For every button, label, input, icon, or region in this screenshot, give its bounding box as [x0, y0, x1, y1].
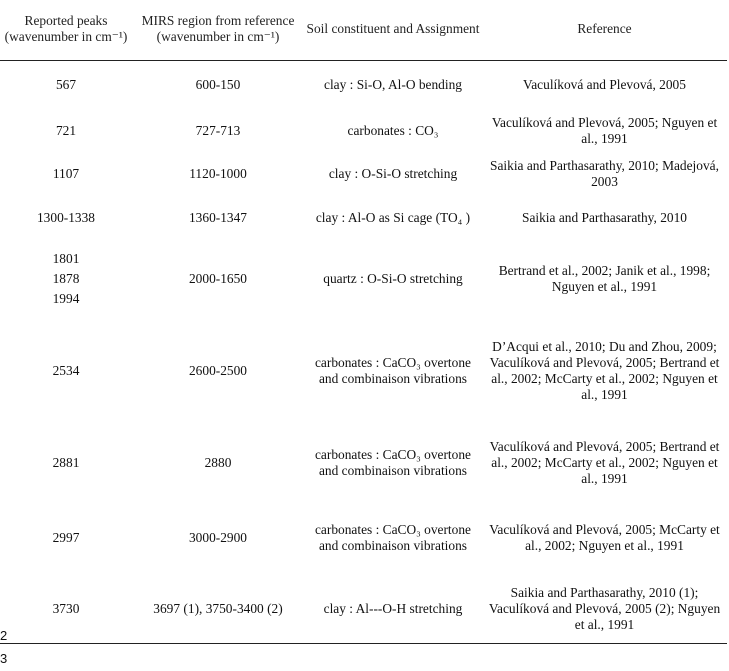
line-number: 2 — [0, 628, 8, 643]
header-reported-peaks: Reported peaks (wavenumber in cm⁻¹) — [4, 13, 128, 44]
peak-value: 1994 — [52, 290, 80, 306]
region-cell: 1360-1347 — [188, 210, 248, 225]
peak-cell: 567 — [55, 77, 77, 93]
assignment-cell: clay : Al---O-H stretching — [323, 601, 463, 617]
table-row — [0, 317, 727, 426]
region-cell: 1120-1000 — [189, 166, 247, 181]
peak-cell: 2881 — [52, 455, 80, 470]
table-row — [0, 153, 727, 196]
assignment-cell: clay : Al-O as Si cage (TO₄ ) — [315, 210, 471, 225]
peak-cell: 2534 — [52, 363, 80, 378]
region-cell: 600-150 — [195, 77, 241, 93]
table-row — [0, 426, 727, 501]
table-row — [0, 501, 727, 576]
peak-cell: 3730 — [52, 601, 80, 617]
assignment-cell: carbonates : CaCO₃ overtone and combinaison vibrations — [314, 522, 471, 553]
header-mirs-region: MIRS region from reference (wavenumber in cm⁻¹) — [141, 13, 295, 44]
reference-cell: Vaculíková and Plevová, 2005; McCarty et al., 2002; Nguyen et al., 1991 — [489, 522, 720, 553]
assignment-cell: clay : Si-O, Al-O bending — [324, 77, 462, 93]
assignment-cell: carbonates : CaCO₃ overtone and combinaison vibrations — [314, 355, 471, 386]
peak-value: 1801 — [52, 250, 80, 266]
assignment-cell: carbonates : CaCO₃ overtone and combinaison vibrations — [314, 447, 471, 478]
region-cell: 727-713 — [195, 123, 241, 138]
peak-value: 1878 — [52, 270, 80, 286]
table-row — [0, 196, 727, 241]
peak-cell: 2997 — [52, 530, 80, 545]
header-row — [0, 0, 727, 61]
assignment-cell: clay : O-Si-O stretching — [328, 166, 458, 181]
reference-cell: Vaculíková and Plevová, 2005; Bertrand et al., 2002; McCarty et al., 2002; Nguyen et al., 1991 — [489, 439, 720, 486]
assignment-cell: carbonates : CO₃ — [347, 123, 439, 138]
line-number: 3 — [0, 651, 8, 666]
region-cell: 3000-2900 — [188, 530, 248, 545]
peak-cell: 1300-1338 — [36, 210, 96, 225]
peak-cell: 1107 — [52, 166, 80, 181]
region-cell: 2600-2500 — [188, 363, 248, 378]
peak-cell — [0, 241, 132, 317]
reference-cell: Vaculíková and Plevová, 2005; Nguyen et al., 1991 — [491, 115, 718, 146]
assignment-cell: quartz : O-Si-O stretching — [323, 270, 463, 286]
table-row — [0, 576, 727, 644]
header-reference: Reference — [577, 21, 632, 36]
header-soil-constituent: Soil constituent and Assignment — [306, 21, 480, 36]
reference-cell: Saikia and Parthasarathy, 2010; Madejová, 2003 — [490, 158, 719, 189]
reference-cell: Saikia and Parthasarathy, 2010 — [522, 210, 687, 225]
reference-cell: Vaculíková and Plevová, 2005 — [523, 77, 686, 93]
reference-cell: Bertrand et al., 2002; Janik et al., 1998; Nguyen et al., 1991 — [498, 262, 711, 294]
region-cell: 3697 (1), 3750-3400 (2) — [153, 601, 283, 617]
table-row — [0, 241, 727, 317]
reference-cell: D’Acqui et al., 2010; Du and Zhou, 2009; Vaculíková and Plevová, 2005; Bertrand et al., 2002; McCarty et al., 2002; Nguyen et al., 1991 — [489, 339, 720, 402]
table-row — [0, 61, 727, 110]
table-row — [0, 110, 727, 153]
reference-cell: Saikia and Parthasarathy, 2010 (1); Vaculíková and Plevová, 2005 (2); Nguyen et al., 1991 — [488, 585, 721, 633]
peak-cell: 721 — [55, 123, 77, 138]
region-cell: 2880 — [204, 455, 232, 470]
region-cell: 2000-1650 — [188, 270, 248, 286]
